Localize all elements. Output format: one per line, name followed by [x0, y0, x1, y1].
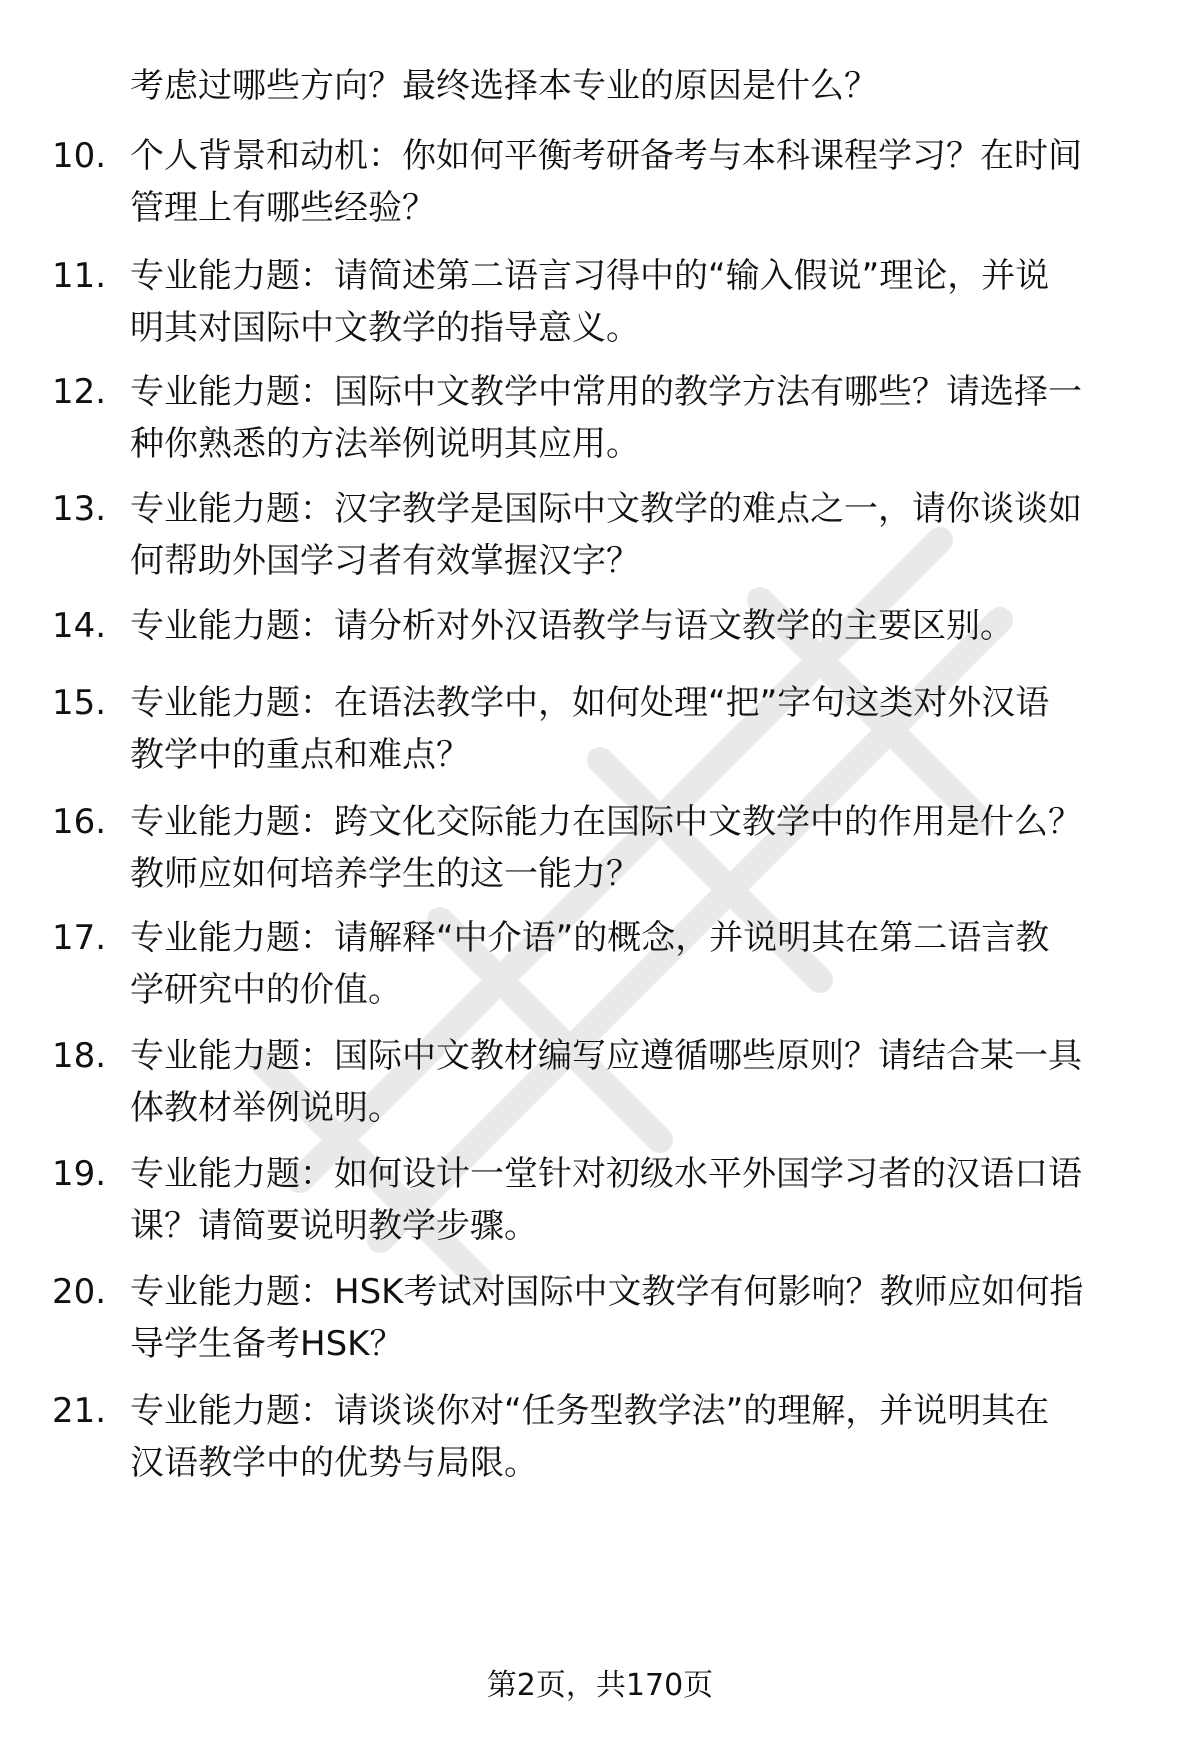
question-line: 管理上有哪些经验？: [130, 188, 436, 228]
question-line: 汉语教学中的优势与局限。: [130, 1443, 538, 1483]
question-number: 19.: [52, 1154, 107, 1194]
question-number: 17.: [52, 918, 107, 958]
question-text: [130, 250, 1150, 354]
question-text: [130, 912, 1150, 1016]
question-line: 教师应如何培养学生的这一能力？: [130, 854, 640, 894]
question-number: 18.: [52, 1036, 107, 1076]
question-line: 专业能力题：如何设计一堂针对初级水平外国学习者的汉语口语: [130, 1154, 1082, 1194]
question-line: 体教材举例说明。: [130, 1088, 402, 1128]
question-number: 20.: [52, 1272, 107, 1312]
question-line: 导学生备考HSK？: [130, 1324, 404, 1364]
question-number: 13.: [52, 489, 107, 529]
question-line: 何帮助外国学习者有效掌握汉字？: [130, 541, 640, 581]
question-line: 种你熟悉的方法举例说明其应用。: [130, 424, 640, 464]
question-line: 专业能力题：请谈谈你对“任务型教学法”的理解，并说明其在: [130, 1391, 1050, 1431]
question-text: [130, 483, 1150, 587]
question-line: 专业能力题：汉字教学是国际中文教学的难点之一，请你谈谈如: [130, 489, 1082, 529]
question-text: [130, 130, 1150, 234]
question-number: 21.: [52, 1391, 107, 1431]
question-line: 学研究中的价值。: [130, 970, 402, 1010]
page-footer: 第2页，共170页: [486, 1668, 714, 1703]
question-number: 11.: [52, 256, 107, 296]
question-line: 专业能力题：跨文化交际能力在国际中文教学中的作用是什么？: [130, 802, 1082, 842]
question-text: [130, 1148, 1150, 1252]
question-line: 个人背景和动机：你如何平衡考研备考与本科课程学习？在时间: [130, 136, 1082, 176]
question-line: 明其对国际中文教学的指导意义。: [130, 308, 640, 348]
question-line: 专业能力题：在语法教学中，如何处理“把”字句这类对外汉语: [130, 683, 1050, 723]
question-number: 12.: [52, 372, 107, 412]
question-line: 专业能力题：国际中文教材编写应遵循哪些原则？请结合某一具: [130, 1036, 1082, 1076]
question-text: [130, 677, 1150, 781]
question-number: 15.: [52, 683, 107, 723]
question-number: 10.: [52, 136, 107, 176]
question-line: 课？请简要说明教学步骤。: [130, 1206, 538, 1246]
question-text: [130, 796, 1150, 900]
question-line: 专业能力题：HSK考试对国际中文教学有何影响？教师应如何指: [130, 1272, 1084, 1312]
question-text: [130, 1030, 1150, 1134]
question-number: 16.: [52, 802, 107, 842]
question-text: [130, 600, 1150, 652]
question-number: 14.: [52, 606, 107, 646]
question-line: 专业能力题：国际中文教学中常用的教学方法有哪些？请选择一: [130, 372, 1082, 412]
question-text: [130, 366, 1150, 470]
question-text: [130, 1385, 1150, 1489]
question-line: 专业能力题：请解释“中介语”的概念，并说明其在第二语言教: [130, 918, 1050, 958]
question-line: 教学中的重点和难点？: [130, 735, 470, 775]
question-line: 专业能力题：请分析对外汉语教学与语文教学的主要区别。: [130, 606, 1014, 646]
question-line: 专业能力题：请简述第二语言习得中的“输入假说”理论，并说: [130, 256, 1050, 296]
question-text: [130, 1266, 1150, 1370]
continuation-line: 考虑过哪些方向？最终选择本专业的原因是什么？: [130, 66, 878, 106]
